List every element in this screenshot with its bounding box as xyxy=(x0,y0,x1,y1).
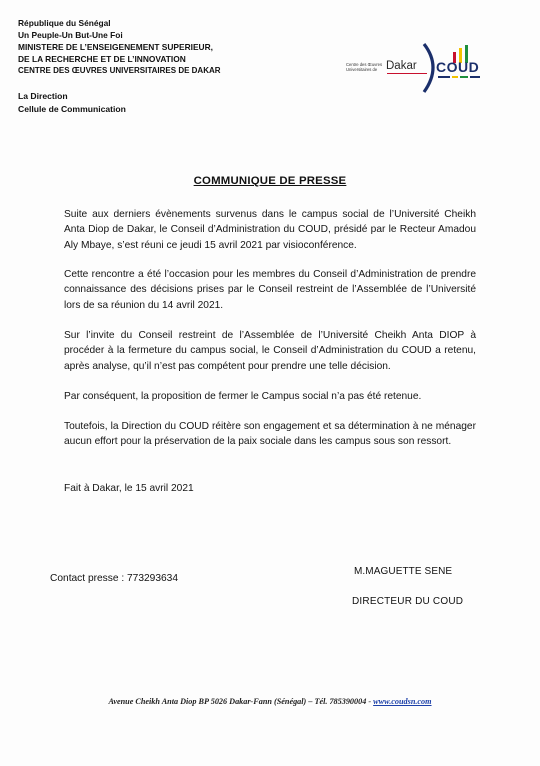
logo-dash xyxy=(452,76,458,78)
footer-address-text: Avenue Cheikh Anta Diop BP 5026 Dakar-Fann (Sénégal) – Tél. 785390004 - xyxy=(108,697,374,706)
logo-arc xyxy=(424,44,433,92)
body-paragraph: Suite aux derniers évènements survenus dans le campus social de l’Université Cheikh Anta Diop de Dakar, le Conseil d’Administration du COUD, présidé par le Recteur Amadou Aly Mbaye, s’est réuni ce jeudi 15 avril 2021 par visioconférence. xyxy=(64,209,476,251)
place-date: Fait à Dakar, le 15 avril 2021 xyxy=(64,483,194,494)
footer-website-link[interactable]: www.coudsn.com xyxy=(373,697,432,706)
signatory-title: DIRECTEUR DU COUD xyxy=(352,596,464,607)
body-paragraph: Toutefois, la Direction du COUD réitère son engagement et sa détermination à ne ménager aucun effort pour la préservation de la paix sociale dans les campus sous son ressort. xyxy=(64,421,476,448)
department-block xyxy=(18,90,126,116)
logo-underline xyxy=(387,73,427,74)
logo-dash xyxy=(470,76,480,78)
letterhead-line: CENTRE DES ŒUVRES UNIVERSITAIRES DE DAKAR xyxy=(18,66,221,75)
logo-dash xyxy=(438,76,450,78)
press-contact: Contact presse : 773293634 xyxy=(50,573,179,584)
department-line: Cellule de Communication xyxy=(18,104,126,114)
coud-logo xyxy=(338,40,498,95)
signatory-name: M.MAGUETTE SENE xyxy=(354,566,453,577)
document-title: COMMUNIQUE DE PRESSE xyxy=(193,175,347,187)
body-paragraph: Cette rencontre a été l’occasion pour les membres du Conseil d’Administration de prendre connaissance des décisions prises par le Conseil restreint de l’Assemblée de l’Université lors de sa réunion du 14 avril 2021. xyxy=(64,269,476,311)
logo-dakar-text: Dakar xyxy=(386,60,417,72)
letterhead-line: DE LA RECHERCHE ET DE L’INNOVATION xyxy=(18,54,186,64)
body-paragraph: Par conséquent, la proposition de fermer le Campus social n’a pas été retenue. xyxy=(64,391,422,402)
department-line: La Direction xyxy=(18,91,68,101)
logo-small-text: Centre des Œuvres Universitaires de xyxy=(346,62,383,72)
body-paragraph: Sur l’invite du Conseil restreint de l’Assemblée de l’Université Cheikh Anta DIOP à procéder à la fermeture du campus social, le Conseil d’Administration du COUD a retenu, après analyse, qu’il n’est pas compétent pour prendre une telle décision. xyxy=(64,330,476,372)
letterhead xyxy=(18,17,221,77)
letterhead-line: Un Peuple-Un But-Une Foi xyxy=(18,30,123,40)
letterhead-line: MINISTERE DE L’ENSEIGENEMENT SUPERIEUR, xyxy=(18,42,213,52)
logo-coud-text: COUD xyxy=(436,59,480,75)
letterhead-line: République du Sénégal xyxy=(18,18,111,28)
footer-address xyxy=(0,697,540,706)
logo-dash xyxy=(460,76,468,78)
